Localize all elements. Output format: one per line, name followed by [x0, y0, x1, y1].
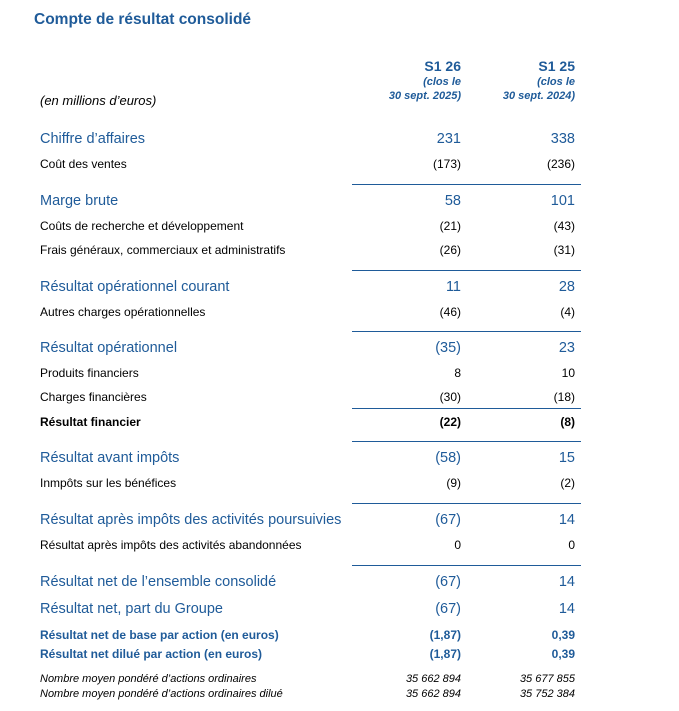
value-s1-25: 23: [558, 340, 575, 356]
value-s1-26: (1,87): [429, 647, 461, 661]
value-s1-26: 35 662 894: [405, 688, 461, 700]
column-header-s1-26: [351, 57, 461, 103]
value-s1-25: (236): [546, 157, 575, 171]
value-s1-25: 10: [561, 366, 575, 380]
value-s1-26: (21): [439, 219, 461, 233]
separator-line: [352, 331, 581, 332]
value-s1-25: (2): [560, 476, 575, 490]
value-s1-26: (67): [435, 512, 461, 528]
value-s1-25: 28: [558, 279, 575, 295]
separator-line: [352, 503, 581, 504]
value-s1-25: 14: [558, 601, 575, 617]
value-s1-26: (26): [439, 243, 461, 257]
value-s1-26: 8: [454, 366, 461, 380]
value-s1-25: 0: [568, 538, 575, 552]
value-s1-26: (67): [435, 574, 461, 590]
value-s1-25: (31): [553, 243, 575, 257]
unit-label: (en millions d’euros): [40, 93, 157, 108]
value-s1-26: (1,87): [429, 628, 461, 642]
page-title: Compte de résultat consolidé: [34, 11, 252, 28]
column-subheading: 30 sept. 2024): [502, 90, 575, 102]
column-heading: S1 25: [538, 58, 575, 74]
column-subheading: 30 sept. 2025): [388, 90, 461, 102]
value-s1-25: 0,39: [551, 628, 575, 642]
row-label: Inmpôts sur les bénéfices: [40, 476, 177, 490]
value-s1-25: 0,39: [551, 647, 575, 661]
separator-line: [352, 565, 581, 566]
row-label: Produits financiers: [40, 366, 139, 380]
column-header-s1-25: [465, 57, 575, 103]
row-label: Nombre moyen pondéré d’actions ordinaires: [40, 673, 257, 685]
value-s1-26: 11: [445, 279, 461, 295]
value-s1-25: (43): [553, 219, 575, 233]
row-label: Frais généraux, commerciaux et administratifs: [40, 243, 286, 257]
column-subheading: (clos le: [423, 76, 461, 88]
row-label: Résultat opérationnel: [40, 340, 178, 356]
row-label: Résultat avant impôts: [40, 450, 180, 466]
row-label: Coûts de recherche et développement: [40, 219, 244, 233]
column-heading: S1 26: [424, 58, 461, 74]
value-s1-26: (9): [446, 476, 461, 490]
row-label: Résultat après impôts des activités poursuivies: [40, 512, 342, 528]
row-label: Résultat financier: [40, 415, 141, 429]
row-label: Coût des ventes: [40, 157, 127, 171]
value-s1-26: (46): [439, 305, 461, 319]
value-s1-26: (67): [435, 601, 461, 617]
row-label: Résultat opérationnel courant: [40, 279, 230, 295]
separator-line: [352, 408, 581, 409]
value-s1-26: (35): [435, 340, 461, 356]
value-s1-25: 338: [550, 131, 575, 147]
column-subheading: (clos le: [537, 76, 575, 88]
row-label: Résultat net dilué par action (en euros): [40, 647, 263, 661]
value-s1-26: (30): [439, 390, 461, 404]
value-s1-25: 101: [550, 193, 575, 209]
row-label: Résultat net de base par action (en euros): [40, 628, 279, 642]
value-s1-26: 0: [454, 538, 461, 552]
row-label: Autres charges opérationnelles: [40, 305, 206, 319]
row-label: Résultat net de l’ensemble consolidé: [40, 574, 277, 590]
value-s1-26: (58): [435, 450, 461, 466]
row-label: Chiffre d’affaires: [40, 131, 146, 147]
value-s1-26: 58: [444, 193, 461, 209]
row-label: Charges financières: [40, 390, 147, 404]
value-s1-25: 15: [558, 450, 575, 466]
separator-line: [352, 184, 581, 185]
value-s1-25: (8): [560, 415, 575, 429]
value-s1-26: (22): [439, 415, 461, 429]
value-s1-25: 14: [558, 574, 575, 590]
row-label: Marge brute: [40, 193, 119, 209]
value-s1-25: (18): [553, 390, 575, 404]
value-s1-26: 35 662 894: [405, 673, 461, 685]
value-s1-25: (4): [560, 305, 575, 319]
value-s1-25: 35 752 384: [519, 688, 575, 700]
value-s1-26: (173): [432, 157, 461, 171]
separator-line: [352, 441, 581, 442]
value-s1-25: 35 677 855: [519, 673, 575, 685]
value-s1-25: 14: [558, 512, 575, 528]
row-label: Nombre moyen pondéré d’actions ordinaires dilué: [40, 688, 283, 700]
row-label: Résultat après impôts des activités abandonnées: [40, 538, 302, 552]
value-s1-26: 231: [436, 131, 461, 147]
separator-line: [352, 270, 581, 271]
row-label: Résultat net, part du Groupe: [40, 601, 223, 617]
